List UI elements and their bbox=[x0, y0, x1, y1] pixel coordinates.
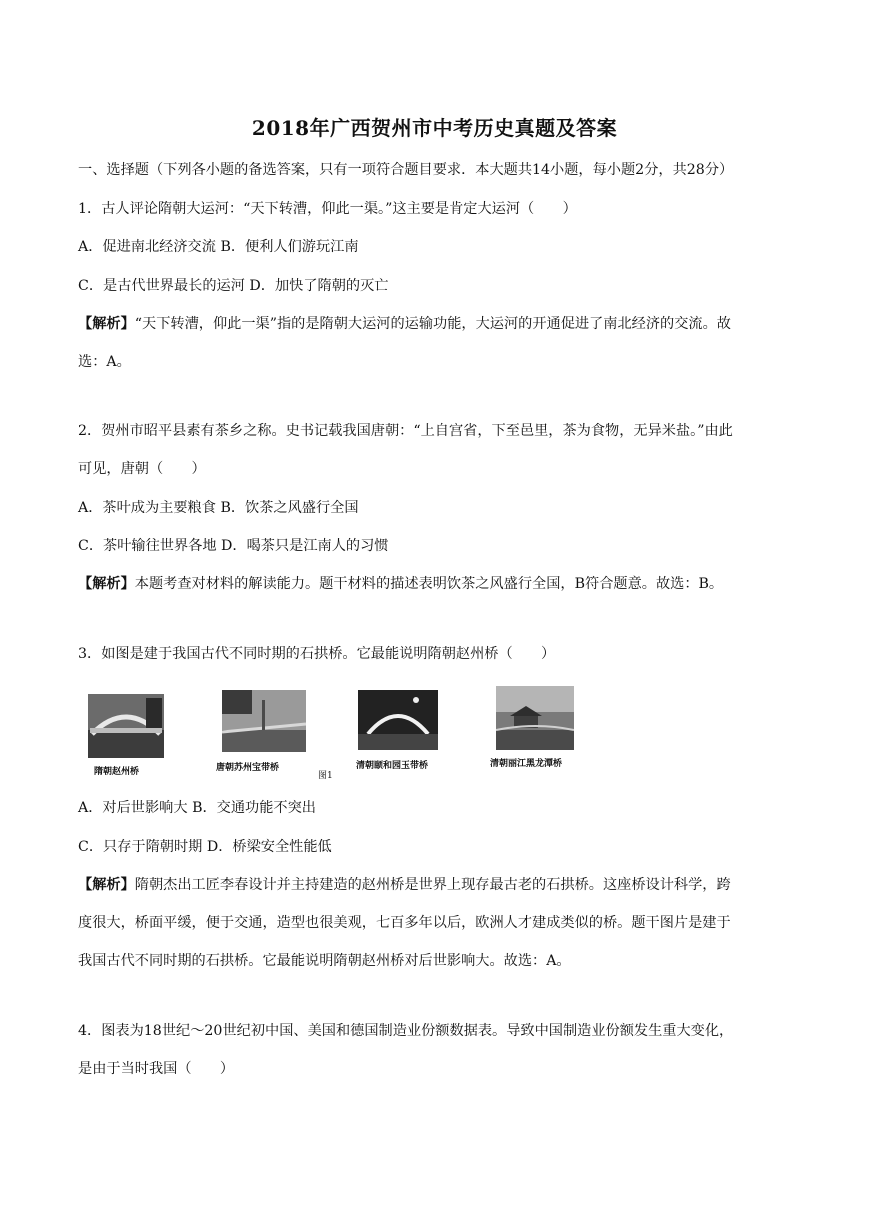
q3-analysis-cont: 度很大，桥面平缓，便于交通，造型也很美观，七百多年以后，欧洲人才建成类似的桥。题干图片是建于 bbox=[78, 915, 731, 931]
zhaozhou-bridge-photo bbox=[88, 694, 164, 758]
analysis-tag: 【解析】 bbox=[78, 316, 135, 332]
figure-item bbox=[86, 690, 172, 776]
heilongtan-bridge-photo bbox=[496, 686, 574, 750]
q1-analysis-cont: 选：A。 bbox=[78, 354, 131, 370]
q3-analysis bbox=[78, 875, 731, 895]
q3-analysis-text: 隋朝杰出工匠李春设计并主持建造的赵州桥是世界上现存最古老的石拱桥。这座桥设计科学，跨 bbox=[134, 877, 731, 893]
q3-analysis-cont: 我国古代不同时期的石拱桥。它最能说明隋朝赵州桥对后世影响大。故选：A。 bbox=[78, 953, 571, 969]
figure-label: 图1 bbox=[318, 771, 333, 781]
figure-item bbox=[356, 688, 466, 778]
q1-options-cd: C．是古代世界最长的运河 D．加快了隋朝的灭亡 bbox=[78, 278, 389, 294]
section-heading: 一、选择题（下列各小题的备选答案，只有一项符合题目要求．本大题共14小题，每小题2分，共28分） bbox=[78, 162, 734, 178]
q2-analysis-text: 本题考查对材料的解读能力。题干材料的描述表明饮茶之风盛行全国，B符合题意。故选：B。 bbox=[134, 576, 724, 592]
q3-options-cd: C．只存于隋朝时期 D．桥梁安全性能低 bbox=[78, 839, 332, 855]
bridge-figure bbox=[86, 686, 596, 786]
q1-options-ab: A．促进南北经济交流 B．便利人们游玩江南 bbox=[78, 239, 359, 255]
q2-stem-cont: 可见，唐朝（ ） bbox=[78, 461, 206, 477]
figure-caption: 清朝颐和园玉带桥 bbox=[356, 761, 429, 771]
yudai-bridge-photo bbox=[358, 690, 438, 750]
q2-options-ab: A．茶叶成为主要粮食 B．饮茶之风盛行全国 bbox=[78, 500, 359, 516]
q1-stem: 1．古人评论隋朝大运河：“天下转漕，仰此一渠。”这主要是肯定大运河（ ） bbox=[78, 201, 577, 217]
q1-analysis bbox=[78, 314, 731, 334]
figure-caption: 唐朝苏州宝带桥 bbox=[216, 763, 280, 773]
baodai-bridge-photo bbox=[222, 690, 306, 752]
q1-analysis-text: “天下转漕，仰此一渠”指的是隋朝大运河的运输功能，大运河的开通促进了南北经济的交流。故 bbox=[134, 316, 731, 332]
q2-analysis bbox=[78, 574, 723, 594]
analysis-tag: 【解析】 bbox=[78, 877, 135, 893]
figure-item bbox=[216, 688, 316, 778]
figure-item bbox=[486, 686, 596, 778]
q2-stem: 2．贺州市昭平县素有茶乡之称。史书记载我国唐朝：“上自宫省，下至邑里，茶为食物，无异米盐。”由此 bbox=[78, 423, 733, 439]
q2-options-cd: C．茶叶输往世界各地 D．喝茶只是江南人的习惯 bbox=[78, 538, 389, 554]
q4-stem-cont: 是由于当时我国（ ） bbox=[78, 1061, 235, 1077]
figure-caption: 清朝丽江黑龙潭桥 bbox=[490, 759, 563, 769]
figure-caption: 隋朝赵州桥 bbox=[94, 767, 140, 777]
page-title: 2018年广西贺州市中考历史真题及答案 bbox=[251, 116, 618, 140]
q3-options-ab: A．对后世影响大 B．交通功能不突出 bbox=[78, 800, 316, 816]
q3-stem: 3．如图是建于我国古代不同时期的石拱桥。它最能说明隋朝赵州桥（ ） bbox=[78, 646, 556, 662]
q4-stem: 4．图表为18世纪～20世纪初中国、美国和德国制造业份额数据表。导致中国制造业份额发生重大变化， bbox=[78, 1023, 734, 1039]
analysis-tag: 【解析】 bbox=[78, 576, 135, 592]
